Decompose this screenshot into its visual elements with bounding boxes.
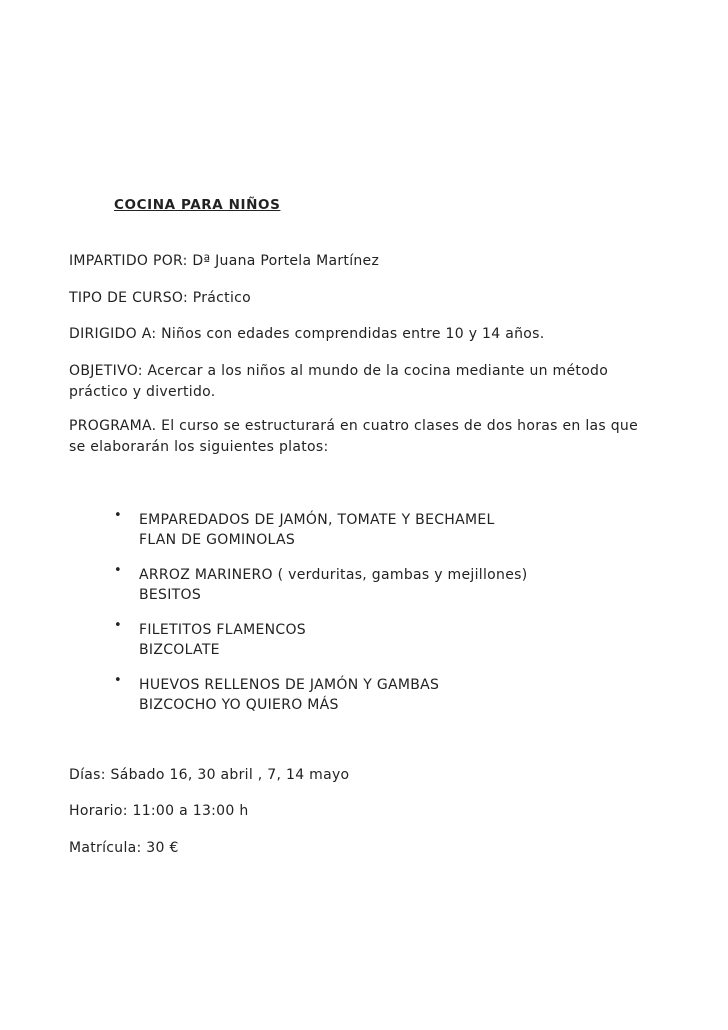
document-title: COCINA PARA NIÑOS: [114, 197, 281, 213]
impartido-text: IMPARTIDO POR: Dª Juana Portela Martínez: [69, 253, 380, 269]
list-item: [139, 510, 495, 550]
dish-name: ARROZ MARINERO ( verduritas, gambas y mejillones): [139, 567, 528, 583]
programa-paragraph: [69, 416, 669, 458]
horario-text: Horario: 11:00 a 13:00 h: [69, 803, 249, 819]
bullet-icon: •: [114, 618, 122, 633]
dish-name: FILETITOS FLAMENCOS: [139, 622, 306, 638]
bullet-icon: •: [114, 508, 122, 523]
dish-name: BIZCOLATE: [139, 642, 220, 658]
dias-text: Días: Sábado 16, 30 abril , 7, 14 mayo: [69, 767, 350, 783]
dish-name: EMPAREDADOS DE JAMÓN, TOMATE Y BECHAMEL: [139, 512, 495, 528]
objetivo-line: OBJETIVO: Acercar a los niños al mundo de la cocina mediante un método: [69, 363, 609, 379]
dish-name: BIZCOCHO YO QUIERO MÁS: [139, 697, 339, 713]
programa-line: PROGRAMA. El curso se estructurará en cuatro clases de dos horas en las que: [69, 418, 639, 434]
dish-name: FLAN DE GOMINOLAS: [139, 532, 296, 548]
bullet-icon: •: [114, 673, 122, 688]
objetivo-line: práctico y divertido.: [69, 384, 216, 400]
programa-line: se elaborarán los siguientes platos:: [69, 439, 329, 455]
list-item: [139, 675, 439, 715]
tipo-curso-text: TIPO DE CURSO: Práctico: [69, 290, 252, 306]
dish-name: BESITOS: [139, 587, 202, 603]
dirigido-text: DIRIGIDO A: Niños con edades comprendidas entre 10 y 14 años.: [69, 326, 545, 342]
dish-name: HUEVOS RELLENOS DE JAMÓN Y GAMBAS: [139, 677, 440, 693]
list-item: [139, 565, 527, 605]
list-item: [139, 620, 306, 660]
bullet-icon: •: [114, 563, 122, 578]
objetivo-paragraph: [69, 361, 669, 403]
matricula-text: Matrícula: 30 €: [69, 840, 179, 856]
